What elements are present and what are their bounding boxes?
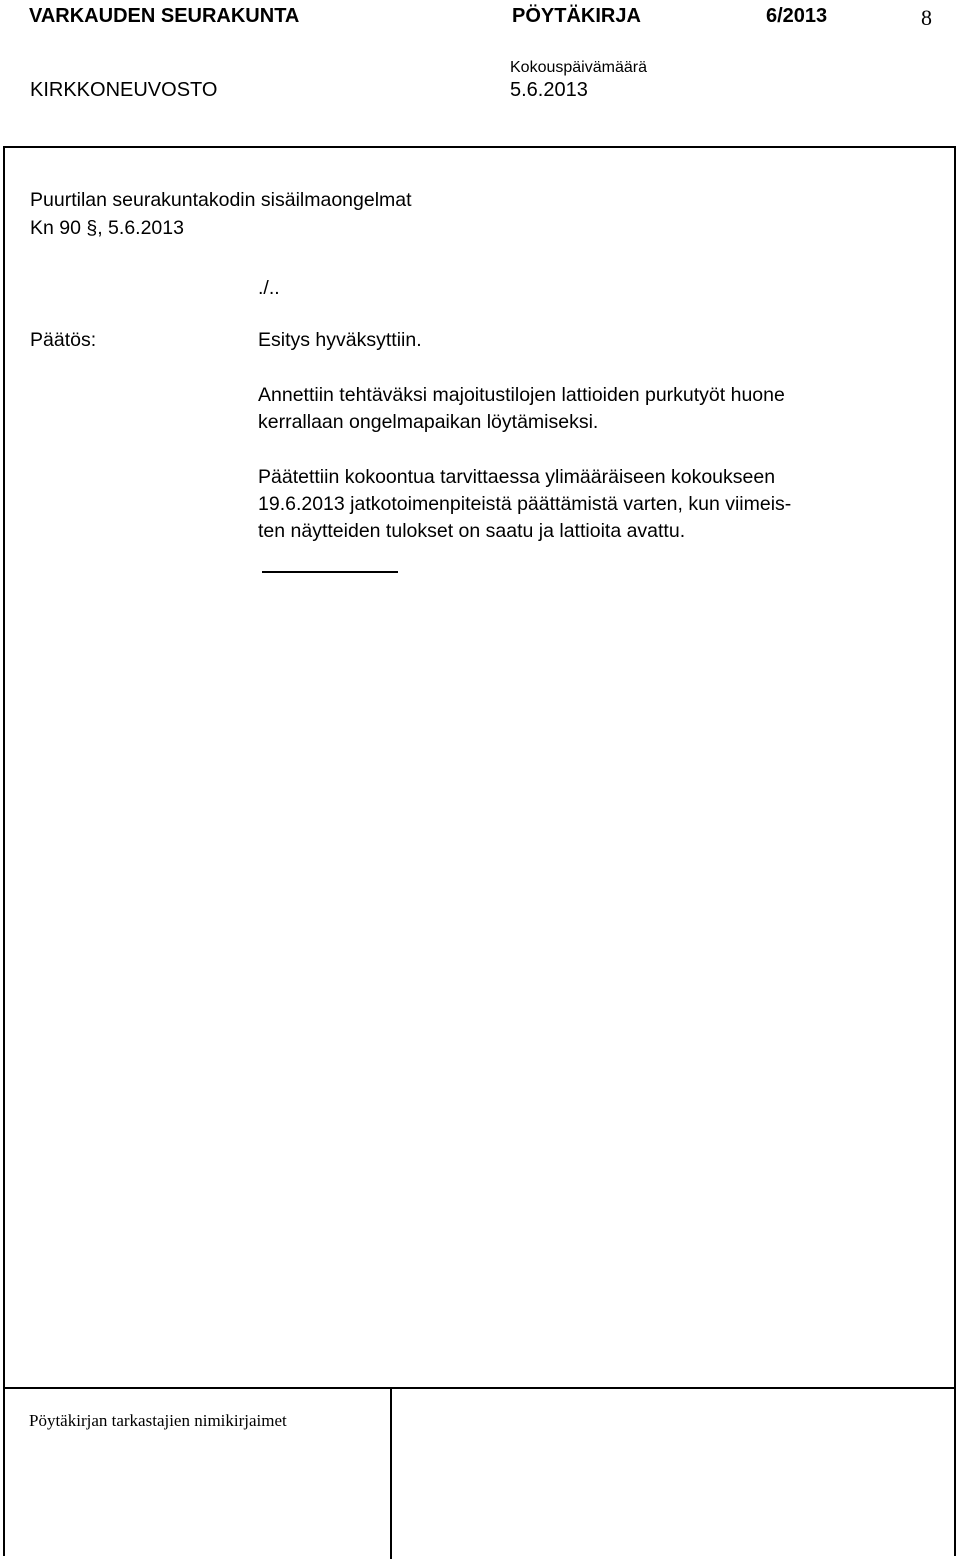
document-type: PÖYTÄKIRJA <box>512 5 641 27</box>
continuation-mark: ./.. <box>258 277 280 299</box>
end-of-item-rule <box>262 571 398 573</box>
organization-name: VARKAUDEN SEURAKUNTA <box>29 5 300 27</box>
governing-body: KIRKKONEUVOSTO <box>30 79 218 101</box>
document-frame <box>3 146 956 1556</box>
decision-label: Päätös: <box>30 329 97 351</box>
meeting-date-label: Kokouspäivämäärä <box>510 59 647 76</box>
signature-box-top-rule <box>3 1387 956 1389</box>
decision-paragraph-1: Esitys hyväksyttiin. <box>258 329 422 351</box>
signature-box-divider <box>390 1387 392 1559</box>
paragraph-line: Päätettiin kokoontua tarvittaessa ylimääräiseen kokoukseen <box>258 466 776 488</box>
page-number: 8 <box>921 5 932 30</box>
issue-number: 6/2013 <box>766 5 828 27</box>
meeting-date: 5.6.2013 <box>510 79 588 101</box>
item-title: Puurtilan seurakuntakodin sisäilmaongelmat <box>30 189 412 211</box>
item-reference: Kn 90 §, 5.6.2013 <box>30 217 184 239</box>
paragraph-line: 19.6.2013 jatkotoimenpiteistä päättämistä varten, kun viimeis- <box>258 493 792 515</box>
paragraph-line: ten näytteiden tulokset on saatu ja lattioita avattu. <box>258 520 686 542</box>
paragraph-line: kerrallaan ongelmapaikan löytämiseksi. <box>258 411 599 433</box>
paragraph-line: Annettiin tehtäväksi majoitustilojen lattioiden purkutyöt huone <box>258 384 785 406</box>
signatures-label: Pöytäkirjan tarkastajien nimikirjaimet <box>29 1411 287 1430</box>
